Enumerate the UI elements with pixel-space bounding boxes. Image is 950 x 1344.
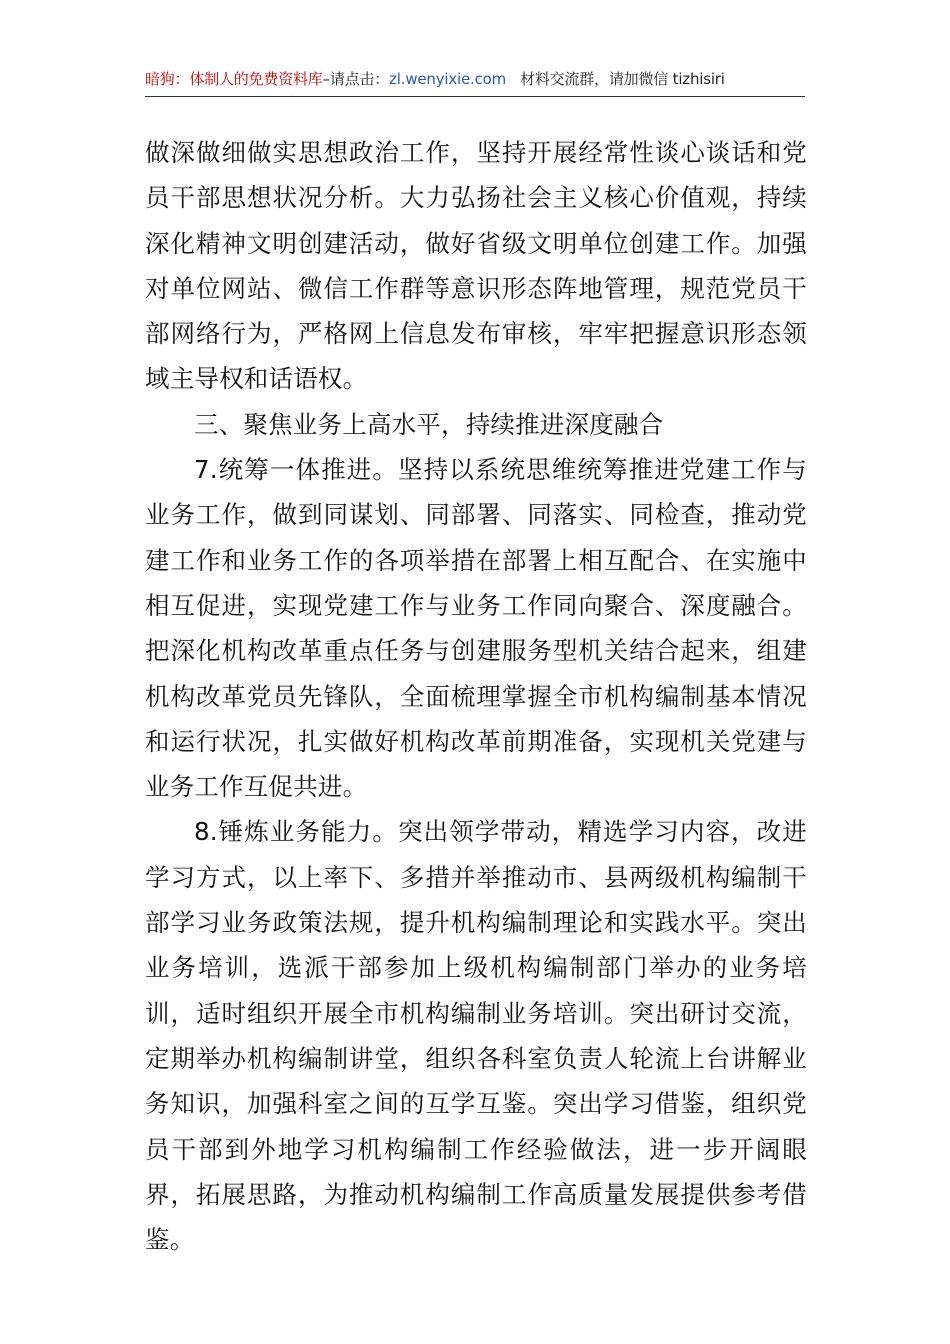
header-wechat: 材料交流群，请加微信 tizhisiri bbox=[520, 70, 725, 88]
header-prompt: –请点击： bbox=[322, 70, 390, 88]
page-header bbox=[145, 64, 805, 97]
paragraph-continuation: 做深做细做实思想政治工作，坚持开展经常性谈心谈话和党员干部思想状况分析。大力弘扬社会主义核心价值观，持续深化精神文明创建活动，做好省级文明单位创建工作。加强对单位网站、微信工作群等意识形态阵地管理，规范党员干部网络行为，严格网上信息发布审核，牢牢把握意识形态领域主导权和话语权。 bbox=[145, 138, 807, 394]
header-link[interactable]: zl.wenyixie.com bbox=[389, 70, 507, 88]
section-heading: 三、聚焦业务上高水平，持续推进深度融合 bbox=[194, 409, 664, 439]
paragraph-item-8: 8.锤炼业务能力。突出领学带动，精选学习内容，改进学习方式，以上率下、多措并举推动市、县两级机构编制干部学习业务政策法规，提升机构编制理论和实践水平。突出业务培训，选派干部参加上级机构编制部门举办的业务培训，适时组织开展全市机构编制业务培训。突出研讨交流，定期举办机构编制讲堂，组织各科室负责人轮流上台讲解业务知识，加强科室之间的互学互鉴。突出学习借鉴，组织党员干部到外地学习机构编制工作经验做法，进一步开阔眼界，拓展思路，为推动机构编制工作高质量发展提供参考借鉴。 bbox=[145, 817, 807, 1255]
header-brand: 暗狗：体制人的免费资料库 bbox=[145, 70, 323, 88]
document-body bbox=[145, 130, 807, 1262]
paragraph-item-7: 7.统筹一体推进。坚持以系统思维统筹推进党建工作与业务工作，做到同谋划、同部署、同落实、同检查，推动党建工作和业务工作的各项举措在部署上相互配合、在实施中相互促进，实现党建工作与业务工作同向聚合、深度融合。把深化机构改革重点任务与创建服务型机关结合起来，组建机构改革党员先锋队，全面梳理掌握全市机构编制基本情况和运行状况，扎实做好机构改革前期准备，实现机关党建与业务工作互促共进。 bbox=[145, 455, 807, 802]
